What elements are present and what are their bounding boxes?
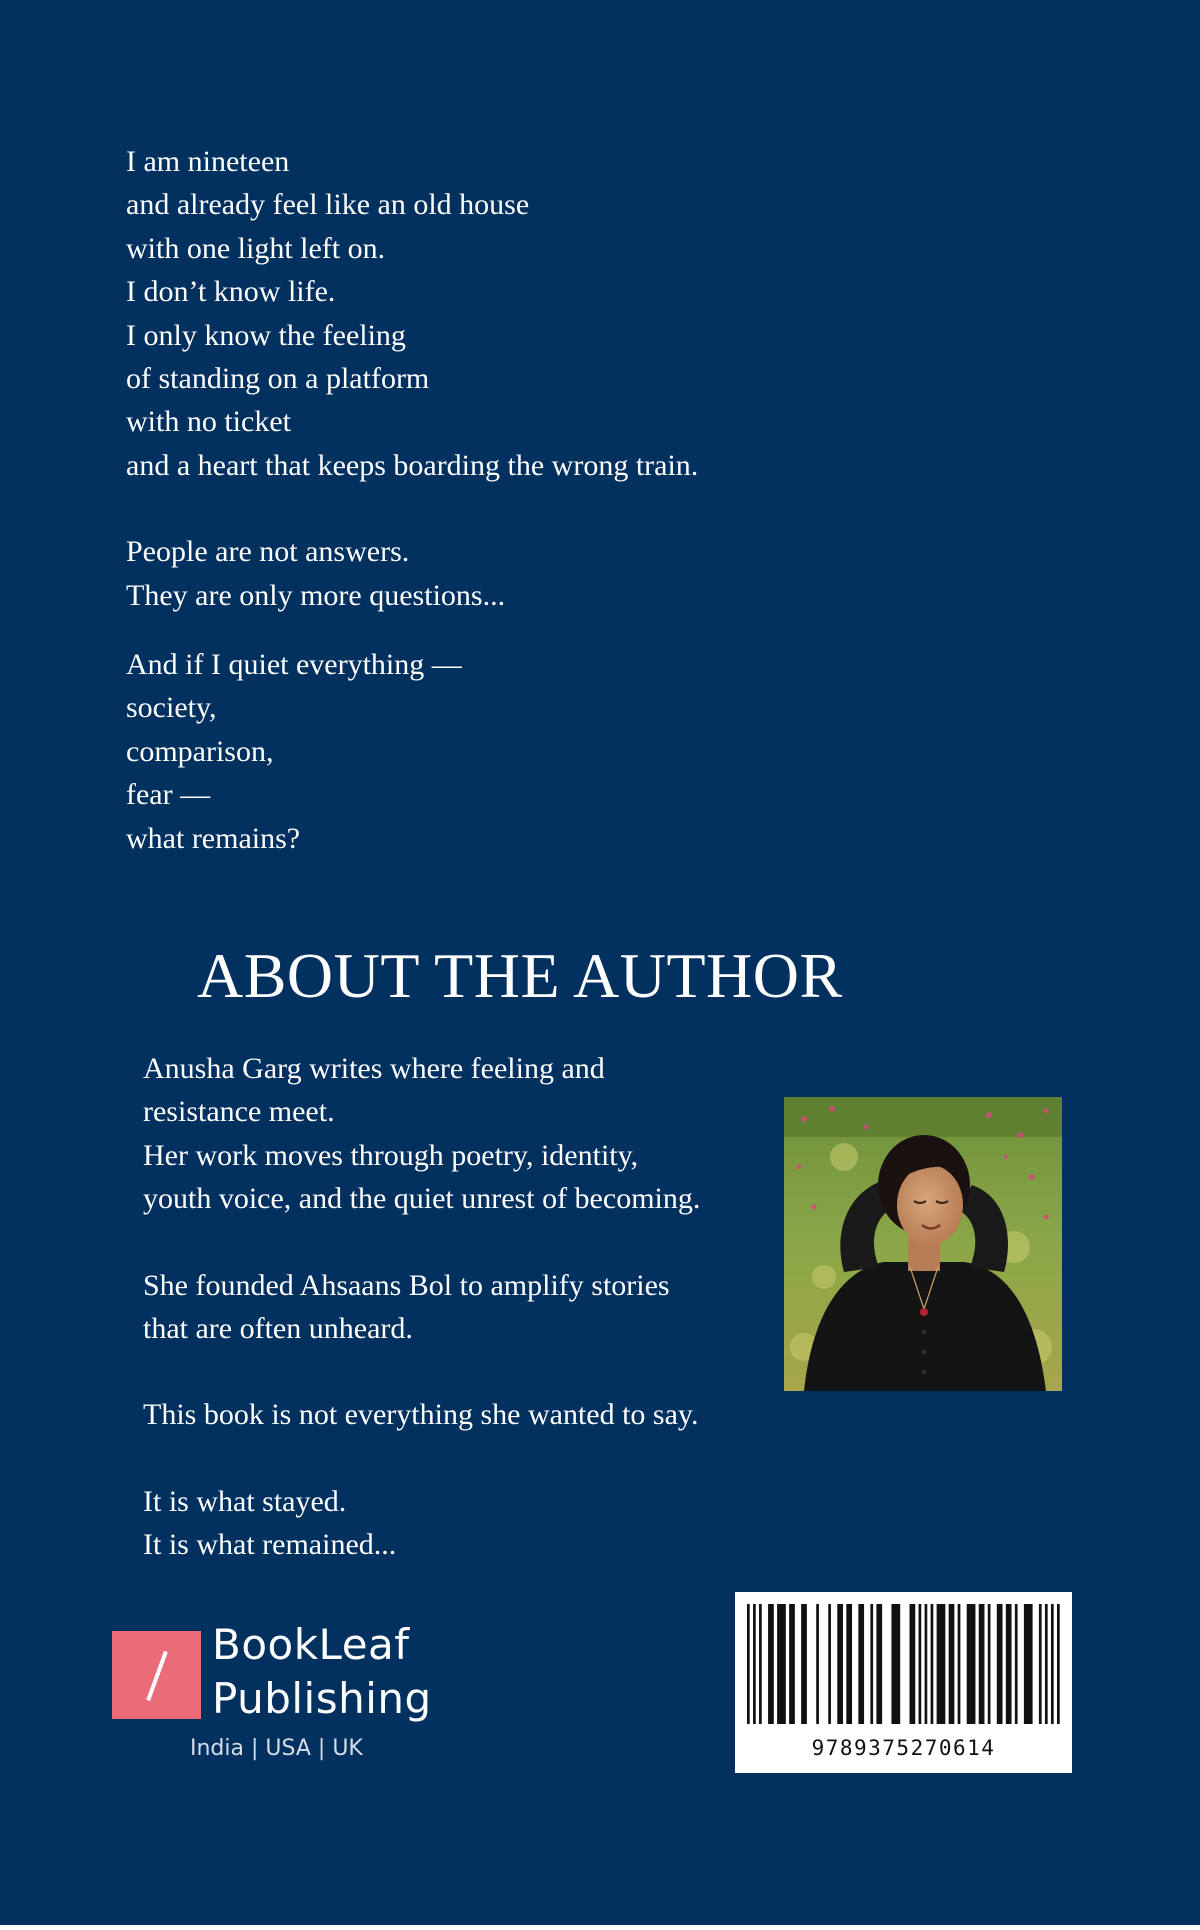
bio-paragraph xyxy=(143,1393,783,1436)
barcode-bar xyxy=(1015,1604,1018,1724)
publisher-name-line2: Publishing xyxy=(212,1674,432,1723)
barcode-bar xyxy=(979,1604,985,1724)
barcode-bar xyxy=(801,1604,807,1724)
barcode-bar xyxy=(1006,1604,1012,1724)
isbn-number: 9789375270614 xyxy=(811,1736,996,1760)
barcode-bar xyxy=(891,1604,900,1724)
barcode-bar xyxy=(870,1604,873,1724)
bio-paragraph xyxy=(143,1480,783,1567)
publisher-logo-mark xyxy=(112,1631,201,1719)
barcode-bar xyxy=(759,1604,762,1724)
barcode-bar xyxy=(876,1604,882,1724)
barcode-bar xyxy=(958,1604,961,1724)
author-photo xyxy=(784,1097,1062,1391)
poem-line: with no ticket xyxy=(126,405,291,439)
poem-line: what remains? xyxy=(126,821,301,855)
barcode-bar xyxy=(919,1604,922,1724)
barcode-bar xyxy=(837,1604,843,1724)
barcode-bar xyxy=(925,1604,928,1724)
poem-line: and already feel like an old house xyxy=(126,188,530,222)
barcode-bar xyxy=(988,1604,991,1724)
barcode-bar xyxy=(1045,1604,1048,1724)
bio-line: She founded Ahsaans Bol to amplify stories xyxy=(143,1268,670,1302)
poem-line: I don’t know life. xyxy=(126,275,336,309)
bio-line: Anusha Garg writes where feeling and xyxy=(143,1052,605,1085)
publisher-name xyxy=(212,1618,432,1726)
publisher-name-line1: BookLeaf xyxy=(212,1620,410,1669)
poem-excerpt xyxy=(126,140,1026,903)
poem-line: comparison, xyxy=(126,734,274,768)
poem-line: They are only more questions... xyxy=(126,578,506,612)
barcode-bar xyxy=(828,1604,831,1724)
poem-line: with one light left on. xyxy=(126,231,386,265)
barcode-icon xyxy=(747,1604,1060,1734)
poem-line: People are not answers. xyxy=(126,535,410,569)
barcode-bar xyxy=(967,1604,976,1724)
barcode-bar xyxy=(937,1604,946,1724)
poem-line: of standing on a platform xyxy=(126,362,430,396)
poem-line: fear — xyxy=(126,778,211,812)
barcode-bar xyxy=(747,1604,750,1724)
barcode-bar xyxy=(910,1604,916,1724)
barcode-bar xyxy=(1057,1604,1060,1724)
bio-line: Her work moves through poetry, identity, xyxy=(143,1138,639,1172)
bio-line: resistance meet. xyxy=(143,1095,335,1129)
poem-line: society, xyxy=(126,691,217,725)
barcode-bar xyxy=(949,1604,955,1724)
poem-stanza xyxy=(126,643,1026,860)
author-bio xyxy=(143,1047,783,1610)
author-photo-icon xyxy=(784,1097,1062,1391)
slash-icon xyxy=(146,1651,168,1701)
poem-stanza xyxy=(126,140,1026,487)
poem-line: And if I quiet everything — xyxy=(126,648,462,682)
bio-line: youth voice, and the quiet unrest of becoming. xyxy=(143,1182,701,1216)
bio-line: It is what remained... xyxy=(143,1528,397,1562)
barcode-bar xyxy=(1039,1604,1042,1724)
barcode-bar xyxy=(1024,1604,1033,1724)
barcode-bar xyxy=(1051,1604,1054,1724)
barcode-bar xyxy=(816,1604,819,1724)
publisher-tagline: India | USA | UK xyxy=(190,1736,363,1761)
about-heading: ABOUT THE AUTHOR xyxy=(197,940,843,1011)
barcode-bar xyxy=(768,1604,774,1724)
poem-stanza xyxy=(126,530,1026,617)
bio-line: that are often unheard. xyxy=(143,1312,413,1346)
isbn-barcode xyxy=(735,1592,1072,1773)
bio-line: It is what stayed. xyxy=(143,1484,347,1518)
poem-line: and a heart that keeps boarding the wrong train. xyxy=(126,448,699,482)
publisher-logo xyxy=(112,1620,472,1768)
barcode-bar xyxy=(858,1604,864,1724)
barcode-bar xyxy=(789,1604,795,1724)
barcode-bar xyxy=(753,1604,756,1724)
poem-line: I am nineteen xyxy=(126,145,290,178)
bio-paragraph xyxy=(143,1264,783,1351)
poem-line: I only know the feeling xyxy=(126,318,406,352)
bio-line: This book is not everything she wanted to say. xyxy=(143,1398,699,1432)
barcode-bar xyxy=(997,1604,1003,1724)
bio-paragraph xyxy=(143,1047,783,1221)
barcode-bar xyxy=(777,1604,786,1724)
barcode-bar xyxy=(846,1604,852,1724)
barcode-bar xyxy=(931,1604,934,1724)
